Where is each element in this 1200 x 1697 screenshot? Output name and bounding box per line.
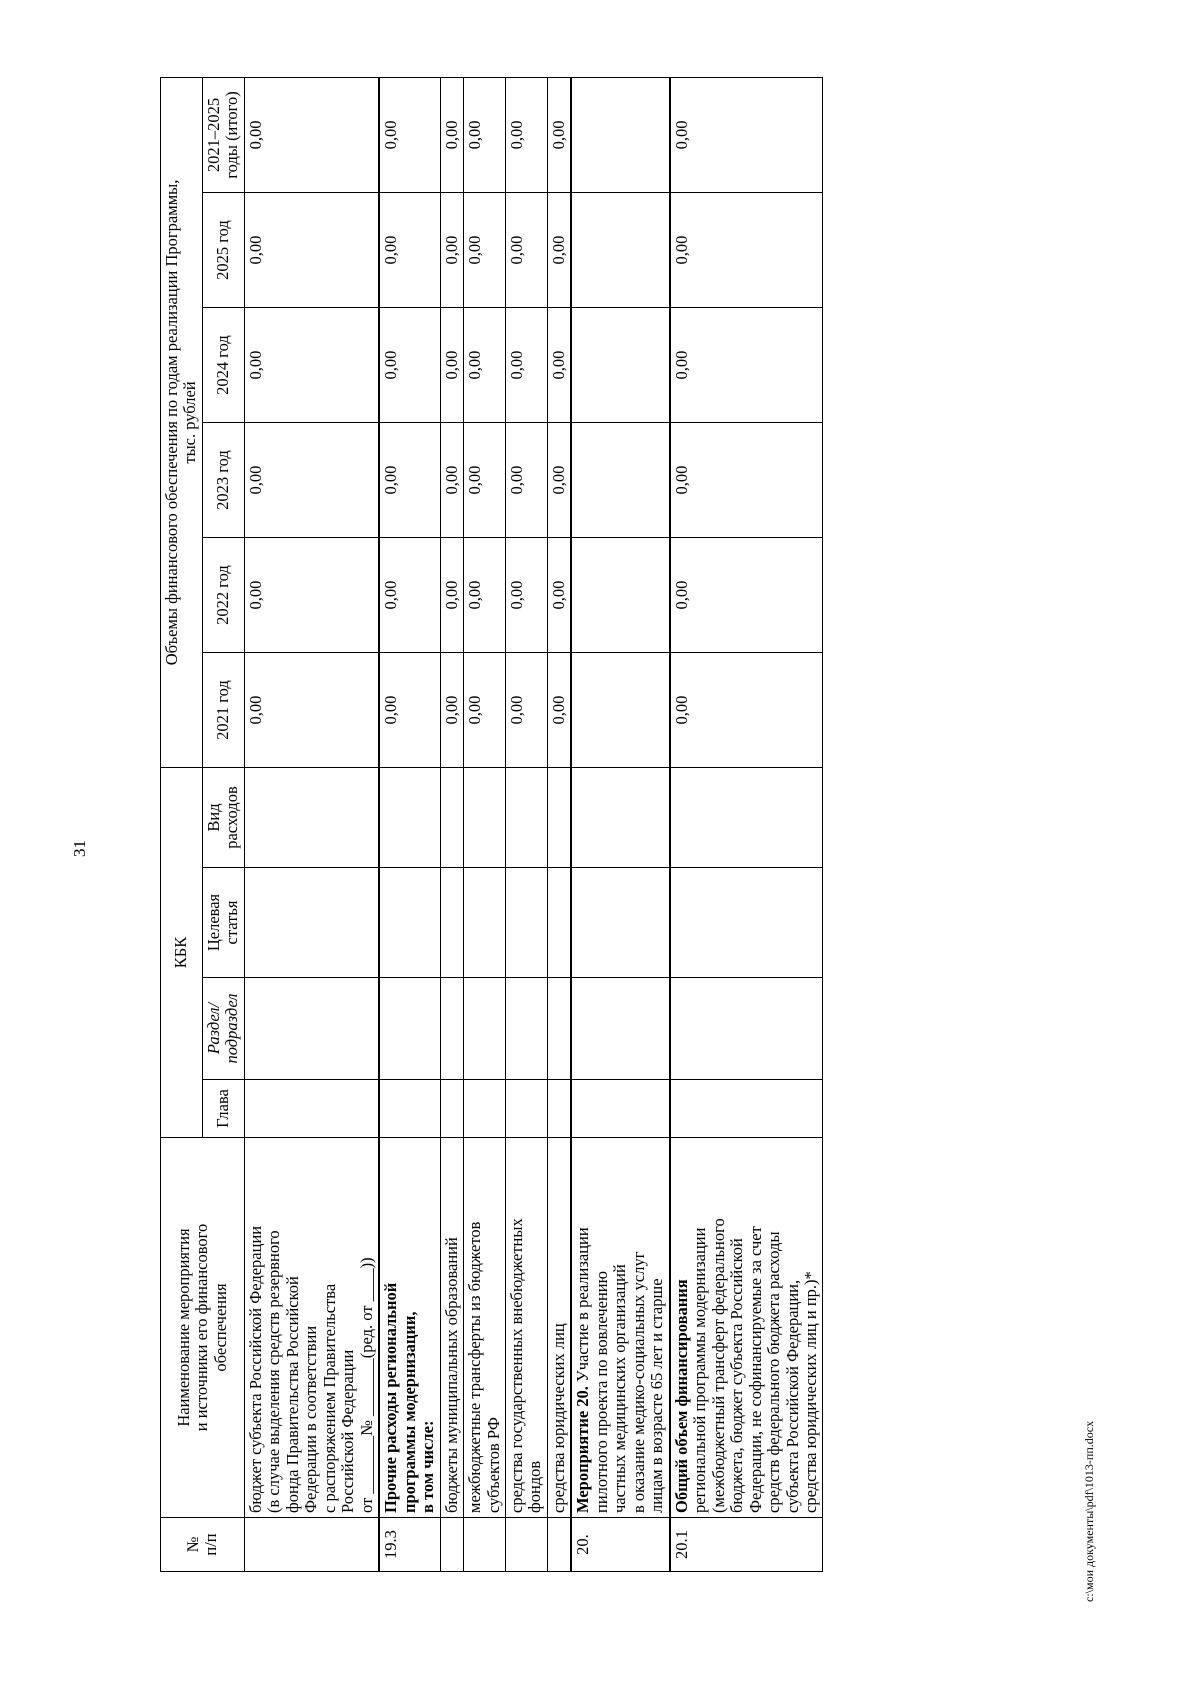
row-number-cell: 19.3 [379,1518,440,1572]
row-name-text: Мероприятие 20. [573,1386,593,1513]
table-row [464,77,506,1571]
header-year-2023: 2023 год [202,423,244,538]
value-cell [571,538,669,653]
kbk-statya-cell [547,868,571,978]
table-body [244,77,823,1571]
value-cell [571,308,669,423]
kbk-vid-cell [464,768,506,868]
value-cell: 0,00 [547,193,571,308]
value-cell: 0,00 [464,653,506,768]
kbk-statya-cell [670,868,823,978]
value-cell: 0,00 [464,423,506,538]
kbk-glava-cell [505,1080,547,1138]
value-cell: 0,00 [440,653,463,768]
kbk-glava-cell [670,1080,823,1138]
value-cell: 0,00 [440,423,463,538]
kbk-vid-cell [571,768,669,868]
value-cell: 0,00 [379,193,440,308]
table-row [670,77,823,1571]
header-year-2025: 2025 год [202,193,244,308]
header-kbk-glava: Глава [202,1080,244,1138]
value-cell: 0,00 [547,77,571,192]
row-name-text: бюджеты муниципальных образований [441,1237,461,1513]
kbk-razdel-cell [440,978,463,1080]
value-cell: 0,00 [505,423,547,538]
kbk-statya-cell [244,868,379,978]
kbk-vid-cell [547,768,571,868]
value-cell: 0,00 [505,308,547,423]
value-cell: 0,00 [440,308,463,423]
financing-table [160,77,823,1572]
row-name-cell [571,1138,669,1518]
kbk-glava-cell [440,1080,463,1138]
value-cell: 0,00 [464,538,506,653]
row-name-text: Прочие расходы региональной программы модернизации, в том числе: [381,1282,438,1513]
value-cell: 0,00 [379,308,440,423]
kbk-glava-cell [379,1080,440,1138]
row-name-text: бюджет субъекта Российской Федерации (в случае выделения средств резервного фонда Правительства Российской Федерации в соответствии с распоряжением Правительства Российской Федерации от _______№ _______(ред. от ____)) [245,1225,376,1513]
table-row [547,77,571,1571]
page-number: 31 [70,840,89,857]
value-cell: 0,00 [505,193,547,308]
value-cell: 0,00 [505,653,547,768]
row-name-text: Общий объем финансирования [671,1279,691,1513]
value-cell: 0,00 [464,193,506,308]
row-name-cell [379,1138,440,1518]
value-cell: 0,00 [547,538,571,653]
kbk-glava-cell [547,1080,571,1138]
row-number-cell: 20. [571,1518,669,1572]
value-cell: 0,00 [244,538,379,653]
kbk-vid-cell [670,768,823,868]
table-header [161,77,245,1571]
value-cell: 0,00 [244,77,379,192]
value-cell: 0,00 [464,308,506,423]
header-num: № п/п [161,1518,245,1572]
value-cell: 0,00 [505,538,547,653]
value-cell: 0,00 [244,193,379,308]
kbk-glava-cell [571,1080,669,1138]
kbk-glava-cell [244,1080,379,1138]
header-kbk: КБК [161,768,203,1138]
value-cell [571,653,669,768]
row-name-text: межбюджетные трансферты из бюджетов субъектов РФ [465,1221,503,1513]
header-year-total: 2021–2025 годы (итого) [202,77,244,192]
table-row [379,77,440,1571]
value-cell: 0,00 [670,653,823,768]
row-number-cell [440,1518,463,1572]
table-row [571,77,669,1571]
row-name-text: средства юридических лиц [548,1323,568,1513]
header-kbk-statya: Целевая статья [202,868,244,978]
kbk-vid-cell [440,768,463,868]
value-cell: 0,00 [440,193,463,308]
row-number-cell: 20.1 [670,1518,823,1572]
row-name-text: региональной программы модернизации (межбюджетный трансферт федерального бюджета, бюджет субъекта Российской Федерации, не софинансируемые за счет средств федерального бюджета расходы субъекта Российской Федерации, средства юридических лиц и пр.)* [690,1218,820,1513]
row-number-cell [244,1518,379,1572]
kbk-razdel-cell [464,978,506,1080]
kbk-razdel-cell [571,978,669,1080]
value-cell: 0,00 [244,653,379,768]
row-name-cell [440,1138,463,1518]
kbk-vid-cell [505,768,547,868]
header-kbk-razdel: Раздел/ подраздел [202,978,244,1080]
header-year-2021: 2021 год [202,653,244,768]
value-cell: 0,00 [547,423,571,538]
value-cell: 0,00 [670,193,823,308]
header-year-2022: 2022 год [202,538,244,653]
value-cell: 0,00 [670,308,823,423]
value-cell: 0,00 [670,538,823,653]
value-cell: 0,00 [440,77,463,192]
value-cell: 0,00 [440,538,463,653]
kbk-statya-cell [464,868,506,978]
kbk-glava-cell [464,1080,506,1138]
kbk-razdel-cell [505,978,547,1080]
row-name-cell [244,1138,379,1518]
value-cell: 0,00 [670,423,823,538]
value-cell: 0,00 [547,308,571,423]
table-row [440,77,463,1571]
row-name-cell [547,1138,571,1518]
value-cell: 0,00 [379,653,440,768]
kbk-razdel-cell [244,978,379,1080]
value-cell: 0,00 [505,77,547,192]
row-number-cell [547,1518,571,1572]
kbk-statya-cell [440,868,463,978]
value-cell: 0,00 [379,538,440,653]
row-name-cell [464,1138,506,1518]
table-row [505,77,547,1571]
header-year-2024: 2024 год [202,308,244,423]
row-name-text: Участие в реализации пилотного проекта по вовлечению частных медицинских организаций в оказание медико-социальных услуг лицам в возрасте 65 лет и старше [573,1227,667,1513]
kbk-statya-cell [379,868,440,978]
kbk-razdel-cell [670,978,823,1080]
kbk-vid-cell [244,768,379,868]
value-cell: 0,00 [464,77,506,192]
kbk-statya-cell [505,868,547,978]
kbk-statya-cell [571,868,669,978]
value-cell [571,77,669,192]
table-row [244,77,379,1571]
value-cell: 0,00 [379,423,440,538]
kbk-razdel-cell [547,978,571,1080]
kbk-razdel-cell [379,978,440,1080]
row-name-cell [505,1138,547,1518]
value-cell: 0,00 [244,308,379,423]
value-cell: 0,00 [547,653,571,768]
header-kbk-vid: Вид расходов [202,768,244,868]
value-cell: 0,00 [379,77,440,192]
row-name-text: средства государственных внебюджетных фондов [506,1218,545,1513]
header-name: Наименование мероприятия и источники его финансового обеспечения [161,1138,245,1518]
value-cell: 0,00 [670,77,823,192]
row-number-cell [464,1518,506,1572]
value-cell: 0,00 [244,423,379,538]
row-name-cell [670,1138,823,1518]
row-number-cell [505,1518,547,1572]
kbk-vid-cell [379,768,440,868]
header-volumes: Объемы финансового обеспечения по годам реализации Программы, тыс. рублей [161,77,203,767]
value-cell [571,423,669,538]
file-path-footer: c:\мои документы\pdf\1013-пп.docx [1082,1420,1096,1602]
value-cell [571,193,669,308]
